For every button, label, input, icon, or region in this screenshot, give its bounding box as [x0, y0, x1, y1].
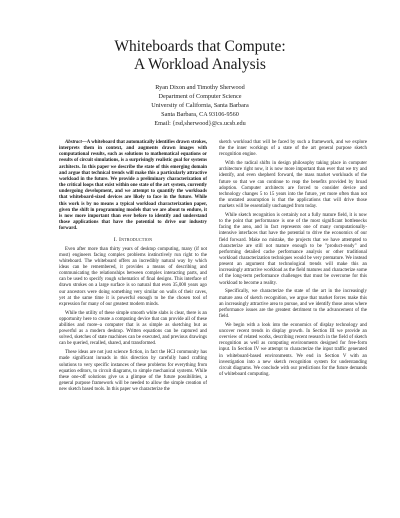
author-names: Ryan Dixon and Timothy Sherwood — [155, 84, 245, 91]
left-column — [59, 140, 207, 393]
affiliation-university: University of California, Santa Barbara — [151, 101, 249, 109]
body-paragraph: Specifically, we characterize the state of the art in the increasingly mature area of sketch recognition, we argue that market forces make this an increasingly attractive area to pursue, and we identify those areas where performance issues are the greatest detriment to the advancement of the field. — [219, 289, 367, 319]
body-paragraph: sketch workload that will be faced by such a framework, and we explore the the inner workings of a state of the art general purpose sketch recognition engine. — [219, 140, 367, 158]
title-line-1: Whiteboards that Compute: — [114, 38, 286, 55]
title-line-2: A Workload Analysis — [134, 56, 266, 73]
paper-title — [0, 38, 400, 74]
right-column — [219, 140, 367, 378]
affiliation-address: Santa Barbara, CA 93106-9560 — [161, 110, 239, 118]
body-paragraph: While sketch recognition is certainly not a fully mature field, it is now to the point that performance is one of the most significant bottlenecks facing the area, and in fact represents one of many computationally-intensive interfaces that have the potential to drive the economics of our field forward. Make no mistake, the projects that we have attempted to characterize are still not mature enough to be "product-ready" and performing detailed cache performance analysis or other traditional workload characterization techniques would be very premature. We instead present an argument that technological trends will make this an increasingly attractive workload as the field matures and characterize some of the long-term performance challenges that must be overcome for this workload to become a reality. — [219, 212, 367, 286]
body-paragraph: These ideas are not just science fiction, in fact the HCI community has made significant inroads in this direction by carefully hand crafting solutions to very specific instances of these problems for everything from equation editors, to circuit diagrams, to simple mechanical systems. While these one-off solutions give us a glimpse of the future possibilities, a general purpose framework will be needed to allow the simple creation of new sketch based tools. In this paper we characterize the — [59, 350, 207, 393]
abstract — [59, 140, 207, 232]
body-paragraph: While the utility of these simple smooth white slabs is clear, there is an opportunity here to create a computing device that can provide all of these abilities and more–a computer that is as simple as sketching but as powerful as a modern desktop. Written equations can be captured and solved, sketches of state machines can be executed, and previous drawings can be queried, recalled, shared, and transformed. — [59, 310, 207, 347]
body-paragraph: We begin with a look into the economics of display technology and uncover recent trends in display growth. In Section III we provide an overview of related works, describing recent research in the field of sketch recognition as well as computing environments designed for free-form input. In Section IV we attempt to characterize the input traffic generated in whiteboard-based environments. We end in Section V with an investigation into a new sketch recognition system for understanding circuit diagrams. We conclude with our predictions for the future demands of whiteboard computing. — [219, 322, 367, 377]
section-heading-introduction: I. Introduction — [113, 237, 153, 244]
body-paragraph: Even after more than thirty years of desktop computing, many (if not most) engineers facing complex problems instinctively run right to the whiteboard. The whiteboard offers an incredibly natural way by which ideas can be remembered, it provides a means of describing and communicating the relationships between complex interacting parts, and can be used to specify rough schematics of final designs. This interface of drawn strokes on a large surface is so natural that even 35,000 years ago our ancestors were doing something very similar on walls of their caves, yet at the same time it is powerful enough to be the chosen tool of expression for many of our greatest modern minds. — [59, 246, 207, 307]
author-block — [0, 84, 400, 129]
abstract-text: —A whiteboard that automatically identifies drawn strokes, interprets them in context, and augments drawn images with computational results, such as solutions to mathematical equations or results of circuit simulations, is a surprisingly realistic goal for systems architects. In this paper we describe the state of this emerging domain and argue that technical trends will make this a particularly attractive workload in the future. We provide a preliminary characterization of the critical loops that exist within one state of the art system, currently undergoing development, and we attempt to quantify the workloads that whiteboard-sized devices are likely to face in the future. While this work is by no means a typical workload characterization paper, given the shift in programming models that we are about to endure, it is now more important than ever before to identify and understand those applications that have the potential to drive our industry forward. — [59, 140, 207, 232]
author-email: Email: {rsd,sherwood}@cs.ucsb.edu — [154, 119, 246, 127]
affiliation-department: Department of Computer Science — [158, 92, 242, 100]
abstract-label: Abstract — [65, 140, 82, 145]
body-paragraph: With the radical shifts in design philosophy taking place in computer architecture right now, it is now more important than ever that we try and identify, and even shepherd forward, the mass market workloads of the future so that we can continue to reap the benefits provided by broad adoption. Computer architects are forced to consider device and technology changes 5 to 15 years into the future, yet more often than not the unstated assumption is that the applications that will drive those markets will be essentially unchanged from today. — [219, 161, 367, 210]
